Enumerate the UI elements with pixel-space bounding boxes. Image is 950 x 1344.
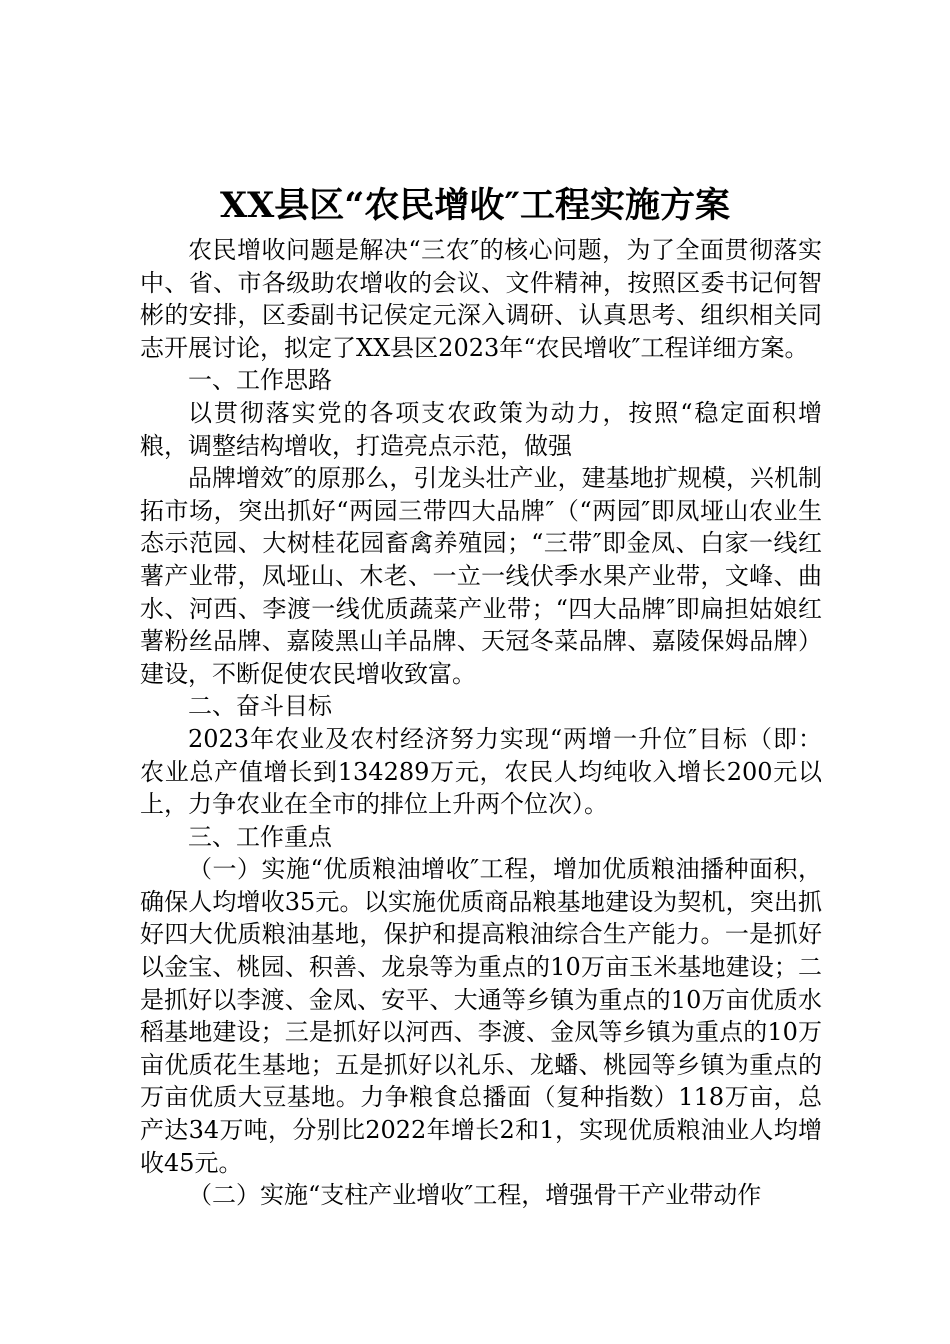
paragraph-intro: 农民增收问题是解决“三农″的核心问题，为了全面贯彻落实中、省、市各级助农增收的会议、文件精神，按照区委书记何智彬的安排，区委副书记侯定元深入调研、认真思考、组织相关同志开展讨论，拟定了XX县区2023年“农民增收″工程详细方案。 <box>140 236 822 362</box>
paragraph-goals: 2023年农业及农村经济努力实现“两增一升位″目标（即：农业总产值增长到134289万元，农民人均纯收入增长200元以上，力争农业在全市的排位上升两个位次）。 <box>140 724 822 819</box>
document-body <box>140 234 822 1212</box>
document-title: XX县区“农民增收″工程实施方案 <box>219 185 731 226</box>
paragraph-work-idea: 以贯彻落实党的各项支农政策为动力，按照“稳定面积增粮，调整结构增收，打造亮点示范，做强 <box>140 398 822 460</box>
paragraph-work-idea-cont: 品牌增效″的原那么，引龙头壮产业，建基地扩规模，兴机制拓市场，突出抓好“两园三带四大品牌″（“两园″即凤垭山农业生态示范园、大树桂花园畜禽养殖园；“三带″即金凤、白家一线红薯产业带，凤垭山、木老、一立一线伏季水果产业带，文峰、曲水、河西、李渡一线优质蔬菜产业带；“四大品牌″即扁担姑娘红薯粉丝品牌、嘉陵黑山羊品牌、天冠冬菜品牌、嘉陵保姆品牌）建设，不断促使农民增收致富。 <box>140 464 822 688</box>
section-heading-work-idea: 一、工作思路 <box>188 366 332 395</box>
section-heading-goals: 二、奋斗目标 <box>188 692 332 721</box>
paragraph-grain-oil: （一）实施“优质粮油增收″工程，增加优质粮油播种面积，确保人均增收35元。以实施优质商品粮基地建设为契机，突出抓好四大优质粮油基地，保护和提高粮油综合生产能力。一是抓好以金宝、桃园、积善、龙泉等为重点的10万亩玉米基地建设；二是抓好以李渡、金凤、安平、大通等乡镇为重点的10万亩优质水稻基地建设；三是抓好以河西、李渡、金凤等乡镇为重点的10万亩优质花生基地；五是抓好以礼乐、龙蟠、桃园等乡镇为重点的万亩优质大豆基地。力争粮食总播面（复种指数）118万亩，总产达34万吨，分别比2022年增长2和1，实现优质粮油业人均增收45元。 <box>140 855 822 1177</box>
paragraph-pillar-industry: （二）实施“支柱产业增收″工程，增强骨干产业带动作 <box>188 1181 762 1210</box>
section-heading-key-work: 三、工作重点 <box>188 822 332 851</box>
